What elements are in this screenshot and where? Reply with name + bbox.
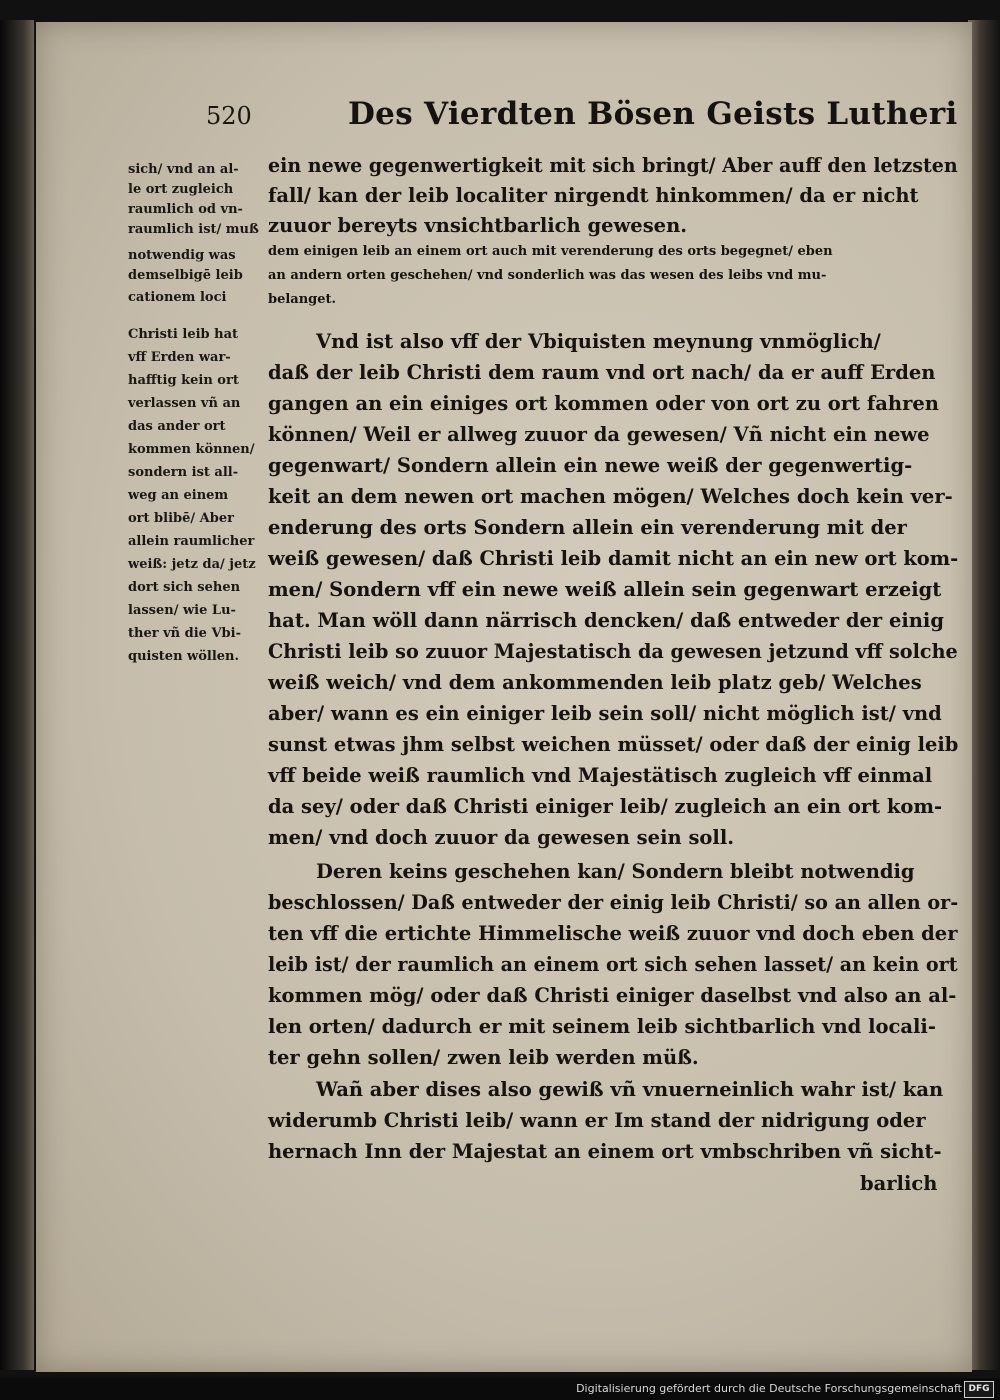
text-line: leib ist/ der raumlich an einem ort sich sehen lasset/ an kein ort <box>268 953 958 976</box>
margin-note-line: demselbigē leib <box>128 268 243 283</box>
dfg-logo-icon: DFG <box>964 1381 994 1398</box>
margin-note-line: lassen/ wie Lu- <box>128 603 236 618</box>
text-line: men/ Sondern vff ein newe weiß allein sein gegenwart erzeigt <box>268 578 942 601</box>
page-header <box>36 84 972 142</box>
text-line: ter gehn sollen/ zwen leib werden müß. <box>268 1046 699 1069</box>
text-line: ten vff die ertichte Himmelische weiß zuuor vnd doch eben der <box>268 922 958 945</box>
text-line: fall/ kan der leib localiter nirgendt hinkommen/ da er nicht <box>268 184 919 207</box>
text-line: aber/ wann es ein einiger leib sein soll/ nicht möglich ist/ vnd <box>268 702 942 725</box>
margin-note-line: raumlich ist/ muß <box>128 222 259 237</box>
margin-note-line: ort blibē/ Aber <box>128 511 234 526</box>
margin-note-line: allein raumlicher <box>128 534 255 549</box>
text-line: Wañ aber dises also gewiß vñ vnuerneinlich wahr ist/ kan <box>316 1078 944 1101</box>
text-line: Deren keins geschehen kan/ Sondern bleibt notwendig <box>316 860 915 883</box>
text-line: kommen mög/ oder daß Christi einiger daselbst vnd also an al- <box>268 984 957 1007</box>
text-line: vff beide weiß raumlich vnd Majestätisch zugleich vff einmal <box>268 764 933 787</box>
margin-note-line: dort sich sehen <box>128 580 241 595</box>
text-line: ein newe gegenwertigkeit mit sich bringt/ Aber auff den letzsten <box>268 154 958 177</box>
text-line: hat. Man wöll dann närrisch dencken/ daß entweder der einig <box>268 609 944 632</box>
text-line: keit an dem newen ort machen mögen/ Welches doch kein ver- <box>268 485 953 508</box>
catchword: barlich <box>860 1172 938 1195</box>
margin-note-line: notwendig was <box>128 248 236 263</box>
book-page <box>36 22 972 1372</box>
text-line: beschlossen/ Daß entweder der einig leib Christi/ so an allen or- <box>268 891 959 914</box>
margin-note-line: ther vñ die Vbi- <box>128 626 241 641</box>
margin-note-line: weg an einem <box>128 488 229 503</box>
margin-note-line: kommen können/ <box>128 442 255 457</box>
margin-note-line: vff Erden war- <box>128 350 231 365</box>
book-edge-left <box>0 20 34 1370</box>
text-line: widerumb Christi leib/ wann er Im stand der nidrigung oder <box>268 1109 926 1132</box>
text-line: hernach Inn der Majestat an einem ort vmbschriben vñ sicht- <box>268 1140 942 1163</box>
footer-credit: Digitalisierung gefördert durch die Deutsche Forschungsgemeinschaft <box>576 1382 962 1395</box>
text-line: dem einigen leib an einem ort auch mit verenderung des orts begegnet/ eben <box>268 244 833 259</box>
text-line: enderung des orts Sondern allein ein verenderung mit der <box>268 516 907 539</box>
margin-note-line: cationem loci <box>128 290 227 305</box>
text-line: gegenwart/ Sondern allein ein newe weiß der gegenwertig- <box>268 454 913 477</box>
page-number: 520 <box>206 102 252 130</box>
text-line: Christi leib so zuuor Majestatisch da gewesen jetzund vff solche <box>268 640 958 663</box>
margin-note-line: weiß: jetz da/ jetz <box>128 557 256 572</box>
margin-note-line: sich/ vnd an al- <box>128 162 239 177</box>
margin-note-line: sondern ist all- <box>128 465 239 480</box>
text-line: da sey/ oder daß Christi einiger leib/ zugleich an ein ort kom- <box>268 795 943 818</box>
margin-note-line: le ort zugleich <box>128 182 234 197</box>
text-line: an andern orten geschehen/ vnd sonderlich was das wesen des leibs vnd mu- <box>268 268 827 283</box>
text-line: men/ vnd doch zuuor da gewesen sein soll. <box>268 826 735 849</box>
margin-note-line: Christi leib hat <box>128 327 239 342</box>
margin-note-line: hafftig kein ort <box>128 373 239 388</box>
margin-note-line: verlassen vñ an <box>128 396 241 411</box>
text-line: können/ Weil er allweg zuuor da gewesen/ Vñ nicht ein newe <box>268 423 930 446</box>
book-edge-right <box>968 20 1000 1370</box>
margin-note-line: quisten wöllen. <box>128 649 240 664</box>
running-head: Des Vierdten Bösen Geists Lutheri <box>348 96 958 132</box>
text-line: weiß weich/ vnd dem ankommenden leib platz geb/ Welches <box>268 671 922 694</box>
text-line: zuuor bereyts vnsichtbarlich gewesen. <box>268 214 688 237</box>
margin-note-line: das ander ort <box>128 419 226 434</box>
text-line: belanget. <box>268 292 337 307</box>
text-line: gangen an ein einiges ort kommen oder von ort zu ort fahren <box>268 392 939 415</box>
digitization-footer <box>0 1378 1000 1400</box>
text-line: daß der leib Christi dem raum vnd ort nach/ da er auff Erden <box>268 361 936 384</box>
text-line: Vnd ist also vff der Vbiquisten meynung vnmöglich/ <box>316 330 881 353</box>
text-line: sunst etwas jhm selbst weichen müsset/ oder daß der einig leib <box>268 733 959 756</box>
margin-note-line: raumlich od vn- <box>128 202 243 217</box>
text-line: weiß gewesen/ daß Christi leib damit nicht an ein new ort kom- <box>268 547 959 570</box>
text-line: len orten/ dadurch er mit seinem leib sichtbarlich vnd locali- <box>268 1015 936 1038</box>
